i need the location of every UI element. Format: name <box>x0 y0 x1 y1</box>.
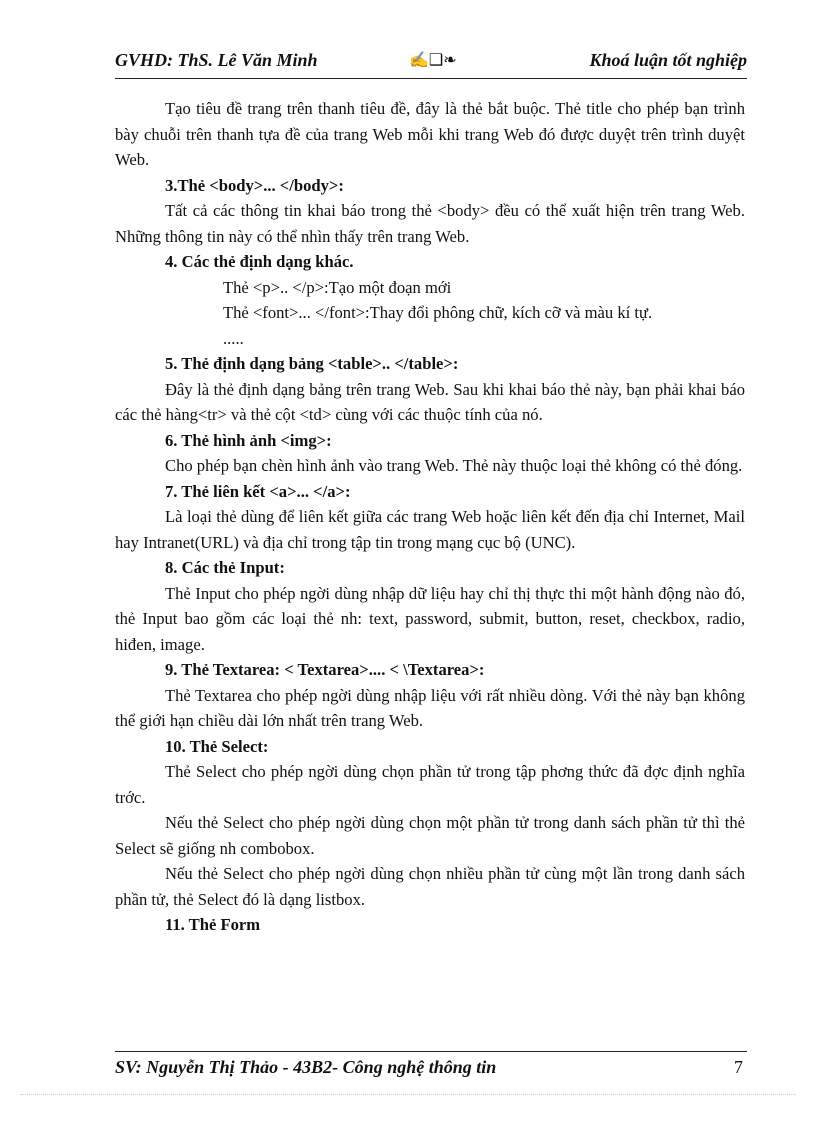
heading-format-tags: 4. Các thẻ định dạng khác. <box>165 252 354 271</box>
list-item-ellipsis: ..... <box>223 328 244 348</box>
header-supervisor: GVHD: ThS. Lê Văn Minh <box>115 50 318 70</box>
footer-student: SV: Nguyễn Thị Thảo - 43B2- Công nghệ thông tin <box>115 1057 497 1077</box>
list-item-font-tag: Thẻ <font>... </font>:Thay đổi phông chữ, kích cỡ và màu kí tự. <box>223 303 653 322</box>
header-divider <box>115 78 747 79</box>
paragraph-table-tag: Đây là thẻ định dạng bảng trên trang Web. Sau khi khai báo thẻ này, bạn phải khai báo các thẻ hàng<tr> và thẻ cột <td> cùng với các thuộc tính của nó. <box>115 379 745 424</box>
heading-link-tag: 7. Thẻ liên kết <a>... </a>: <box>165 481 351 501</box>
paragraph-select-intro: Thẻ Select cho phép ngời dùng chọn phần tử trong tập phơng thức đã đợc định nghĩa trớc. <box>115 762 745 807</box>
paragraph-img-tag: Cho phép bạn chèn hình ảnh vào trang Web. Thẻ này thuộc loại thẻ không có thẻ đóng. <box>165 456 743 475</box>
page-footer <box>115 1057 747 1081</box>
heading-select-tag: 10. Thẻ Select: <box>165 736 269 756</box>
document-body <box>115 96 745 938</box>
paragraph-title-tag: Tạo tiêu đề trang trên thanh tiêu đề, đây là thẻ bắt buộc. Thẻ title cho phép bạn trình bày chuỗi trên thanh tựa đề của trang Web mỗi khi trang Web đó được duyệt trên trình duyệt Web. <box>115 99 745 169</box>
paragraph-body-tag: Tất cả các thông tin khai báo trong thẻ <body> đều có thể xuất hiện trên trang Web. Những thông tin này có thể nhìn thấy trên trang Web. <box>115 201 745 246</box>
paragraph-input-tag: Thẻ Input cho phép ngời dùng nhập dữ liệu hay chỉ thị thực thi một hành động nào đó, thẻ Input bao gồm các loại thẻ nh: text, password, submit, button, reset, checkbox, radio, hiđen, image. <box>115 583 745 654</box>
paragraph-textarea-tag: Thẻ Textarea cho phép ngời dùng nhập liệu với rất nhiều dòng. Với thẻ này bạn không thể giới hạn chiều dài lớn nhất trên trang Web. <box>115 685 745 730</box>
page-bottom-edge <box>20 1094 796 1095</box>
header-thesis-title: Khoá luận tốt nghiệp <box>589 50 747 70</box>
heading-table-tag: 5. Thẻ định dạng bảng <table>.. </table>: <box>165 354 459 373</box>
footer-divider <box>115 1051 747 1052</box>
paragraph-select-combobox: Nếu thẻ Select cho phép ngời dùng chọn một phần tử trong danh sách phần tử thì thẻ Select sẽ giống nh combobox. <box>115 813 745 858</box>
heading-textarea-tag: 9. Thẻ Textarea: < Textarea>.... < \Textarea>: <box>165 660 485 679</box>
heading-form-tag: 11. Thẻ Form <box>165 915 261 934</box>
paragraph-select-listbox: Nếu thẻ Select cho phép ngời dùng chọn nhiều phần tử cùng một lần trong danh sách phần tử, thẻ Select đó là dạng listbox. <box>115 864 745 909</box>
heading-input-tag: 8. Các thẻ Input: <box>165 558 285 577</box>
page-number: 7 <box>734 1057 743 1077</box>
heading-img-tag: 6. Thẻ hình ảnh <img>: <box>165 430 332 450</box>
heading-body-tag: 3.Thẻ <body>... </body>: <box>165 175 344 195</box>
list-item-p-tag: Thẻ <p>.. </p>:Tạo một đoạn mới <box>223 277 452 297</box>
page-header <box>115 50 747 74</box>
paragraph-link-tag: Là loại thẻ dùng để liên kết giữa các trang Web hoặc liên kết đến địa chỉ Internet, Mail hay Intranet(URL) và địa chỉ trong tập tin trong mạng cục bộ (UNC). <box>115 507 745 552</box>
header-ornament-icon: ✍❑❧ <box>409 52 457 69</box>
